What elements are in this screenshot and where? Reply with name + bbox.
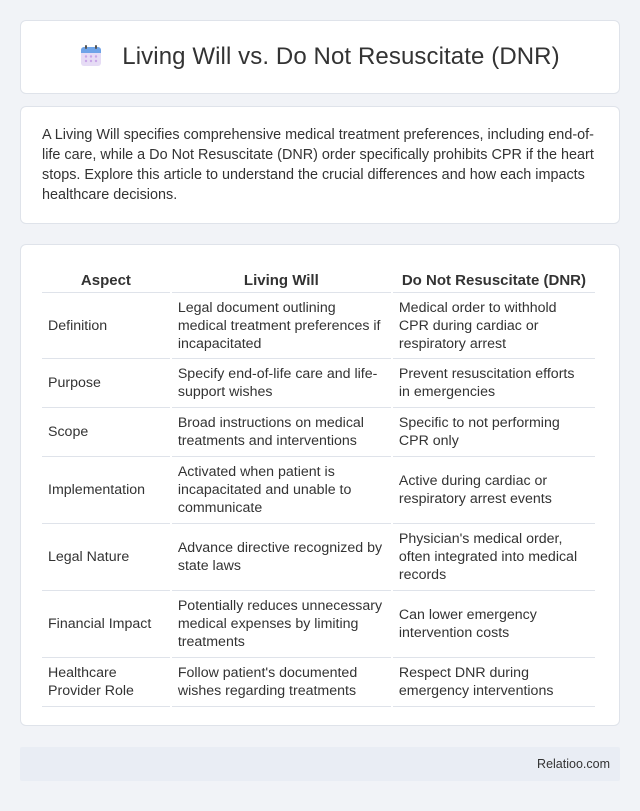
comparison-table bbox=[40, 263, 597, 707]
aspect-cell: Purpose bbox=[42, 359, 170, 408]
table-row bbox=[42, 457, 595, 524]
dnr-cell: Respect DNR during emergency interventions bbox=[393, 658, 595, 707]
living-will-cell: Follow patient's documented wishes regarding treatments bbox=[172, 658, 391, 707]
living-will-cell: Specify end-of-life care and life-support wishes bbox=[172, 359, 391, 408]
dnr-cell: Prevent resuscitation efforts in emergencies bbox=[393, 359, 595, 408]
aspect-cell: Legal Nature bbox=[42, 524, 170, 591]
aspect-cell: Healthcare Provider Role bbox=[42, 658, 170, 707]
dnr-cell: Specific to not performing CPR only bbox=[393, 408, 595, 457]
table-row bbox=[42, 524, 595, 591]
header-living-will: Living Will bbox=[172, 263, 391, 293]
page-title: Living Will vs. Do Not Resuscitate (DNR) bbox=[122, 43, 560, 70]
aspect-cell: Implementation bbox=[42, 457, 170, 524]
title-card bbox=[20, 20, 620, 94]
table-row bbox=[42, 293, 595, 359]
living-will-cell: Legal document outlining medical treatment preferences if incapacitated bbox=[172, 293, 391, 359]
intro-card bbox=[20, 106, 620, 224]
table-card bbox=[20, 244, 620, 726]
footer-brand: Relatioo.com bbox=[537, 757, 610, 771]
aspect-cell: Scope bbox=[42, 408, 170, 457]
table-header-row bbox=[42, 263, 595, 293]
header-aspect: Aspect bbox=[42, 263, 170, 293]
aspect-cell: Financial Impact bbox=[42, 591, 170, 658]
table-row bbox=[42, 408, 595, 457]
table-row bbox=[42, 658, 595, 707]
table-row bbox=[42, 359, 595, 408]
footer bbox=[20, 747, 620, 781]
living-will-cell: Activated when patient is incapacitated and unable to communicate bbox=[172, 457, 391, 524]
intro-text: A Living Will specifies comprehensive medical treatment preferences, including end-of-life care, while a Do Not Resuscitate (DNR) order specifically prohibits CPR if the heart stops. Explore this article to understand the crucial differences and how each impacts healthcare decisions. bbox=[42, 127, 594, 203]
calendar-icon bbox=[80, 45, 102, 67]
dnr-cell: Active during cardiac or respiratory arrest events bbox=[393, 457, 595, 524]
dnr-cell: Can lower emergency intervention costs bbox=[393, 591, 595, 658]
dnr-cell: Medical order to withhold CPR during cardiac or respiratory arrest bbox=[393, 293, 595, 359]
header-dnr: Do Not Resuscitate (DNR) bbox=[393, 263, 595, 293]
table-row bbox=[42, 591, 595, 658]
dnr-cell: Physician's medical order, often integrated into medical records bbox=[393, 524, 595, 591]
living-will-cell: Advance directive recognized by state laws bbox=[172, 524, 391, 591]
aspect-cell: Definition bbox=[42, 293, 170, 359]
living-will-cell: Potentially reduces unnecessary medical expenses by limiting treatments bbox=[172, 591, 391, 658]
living-will-cell: Broad instructions on medical treatments and interventions bbox=[172, 408, 391, 457]
